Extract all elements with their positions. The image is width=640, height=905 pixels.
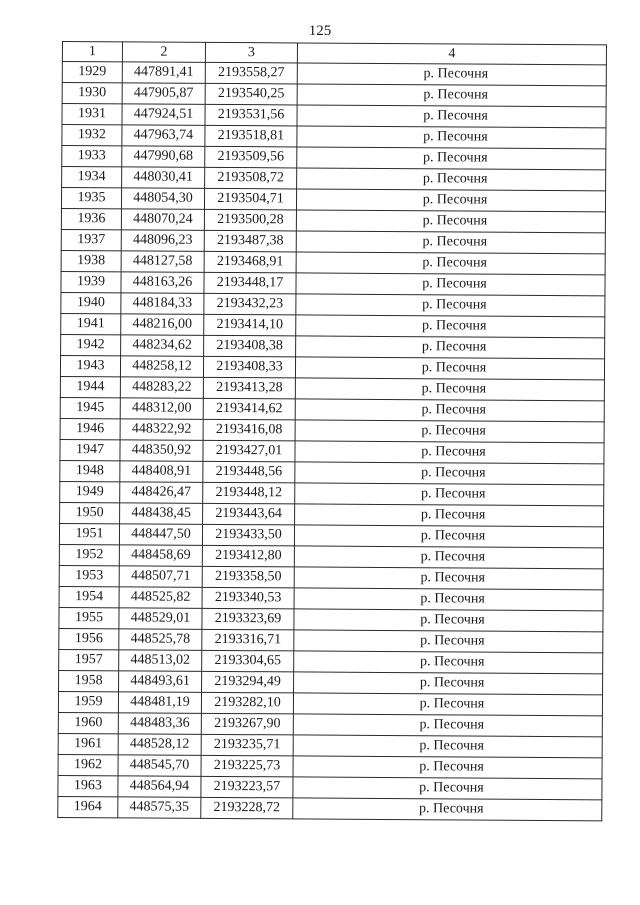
table-row [59,565,603,589]
object-name-cell: р. Песочня [294,588,603,611]
y-coordinate-cell: 2193540,25 [205,83,297,105]
table-row [60,460,604,484]
table-row [59,670,603,694]
x-coordinate-cell: 447905,87 [122,83,205,105]
point-number-cell: 1941 [61,313,121,334]
object-name-cell: р. Песочня [294,546,603,569]
point-number-cell: 1958 [59,670,119,691]
y-coordinate-cell: 2193323,69 [202,608,294,630]
x-coordinate-cell: 448426,47 [120,482,203,504]
table-row [58,775,602,799]
x-coordinate-cell: 447924,51 [122,104,205,126]
table-row [60,397,604,421]
table-row [61,271,605,295]
y-coordinate-cell: 2193282,10 [201,692,293,714]
object-name-cell: р. Песочня [295,399,604,422]
object-name-cell: р. Песочня [296,315,605,338]
point-number-cell: 1933 [62,146,122,167]
object-name-cell: р. Песочня [295,462,604,485]
point-number-cell: 1942 [61,334,121,355]
table-row [62,104,606,128]
point-number-cell: 1953 [59,565,119,586]
point-number-cell: 1952 [59,544,119,565]
point-number-cell: 1936 [61,208,121,229]
y-coordinate-cell: 2193223,57 [201,776,293,798]
object-name-cell: р. Песочня [297,105,606,128]
x-coordinate-cell: 448030,41 [122,167,205,189]
y-coordinate-cell: 2193408,38 [204,335,296,357]
table-row [62,167,606,191]
x-coordinate-cell: 448184,33 [121,293,204,315]
table-row [59,649,603,673]
x-coordinate-cell: 448283,22 [120,377,203,399]
x-coordinate-cell: 448575,35 [118,797,201,819]
y-coordinate-cell: 2193304,65 [202,650,294,672]
point-number-cell: 1954 [59,586,119,607]
x-coordinate-cell: 448525,78 [119,629,202,651]
table-row [62,125,606,149]
column-header-4: 4 [297,43,606,65]
y-coordinate-cell: 2193531,56 [205,104,297,126]
y-coordinate-cell: 2193443,64 [203,503,295,525]
point-number-cell: 1945 [60,397,120,418]
point-number-cell: 1935 [61,188,121,209]
table-row [60,502,604,526]
x-coordinate-cell: 448258,12 [120,356,203,378]
point-number-cell: 1940 [61,292,121,313]
object-name-cell: р. Песочня [294,525,603,548]
y-coordinate-cell: 2193448,17 [204,272,296,294]
table-row [61,188,605,212]
table-row [58,796,602,820]
object-name-cell: р. Песочня [294,567,603,590]
point-number-cell: 1946 [60,418,120,439]
object-name-cell: р. Песочня [295,504,604,527]
x-coordinate-cell: 448096,23 [121,230,204,252]
y-coordinate-cell: 2193294,49 [202,671,294,693]
table-row [59,586,603,610]
x-coordinate-cell: 448481,19 [118,692,201,714]
table-row [60,439,604,463]
x-coordinate-cell: 447891,41 [122,62,205,84]
point-number-cell: 1962 [58,754,118,775]
table-row [62,146,606,170]
point-number-cell: 1956 [59,628,119,649]
object-name-cell: р. Песочня [296,273,605,296]
object-name-cell: р. Песочня [293,777,602,800]
x-coordinate-cell: 448529,01 [119,608,202,630]
point-number-cell: 1930 [62,83,122,104]
x-coordinate-cell: 448070,24 [121,209,204,231]
object-name-cell: р. Песочня [297,126,606,149]
x-coordinate-cell: 448545,70 [118,755,201,777]
x-coordinate-cell: 448507,71 [119,566,202,588]
point-number-cell: 1959 [58,691,118,712]
y-coordinate-cell: 2193518,81 [205,125,297,147]
y-coordinate-cell: 2193235,71 [201,734,293,756]
y-coordinate-cell: 2193487,38 [204,230,296,252]
point-number-cell: 1950 [60,502,120,523]
x-coordinate-cell: 448322,92 [120,419,203,441]
table-row [62,62,606,86]
coordinates-table [57,41,607,821]
object-name-cell: р. Песочня [294,630,603,653]
point-number-cell: 1961 [58,733,118,754]
point-number-cell: 1957 [59,649,119,670]
x-coordinate-cell: 448350,92 [120,440,203,462]
y-coordinate-cell: 2193358,50 [202,566,294,588]
point-number-cell: 1931 [62,104,122,125]
x-coordinate-cell: 448483,36 [118,713,201,735]
object-name-cell: р. Песочня [295,357,604,380]
x-coordinate-cell: 448234,62 [121,335,204,357]
object-name-cell: р. Песочня [294,672,603,695]
object-name-cell: р. Песочня [293,756,602,779]
object-name-cell: р. Песочня [297,84,606,107]
point-number-cell: 1937 [61,229,121,250]
x-coordinate-cell: 448528,12 [118,734,201,756]
table-row [62,83,606,107]
point-number-cell: 1960 [58,712,118,733]
x-coordinate-cell: 448127,58 [121,251,204,273]
table-row [58,712,602,736]
y-coordinate-cell: 2193504,71 [204,188,296,210]
object-name-cell: р. Песочня [297,63,606,86]
point-number-cell: 1939 [61,271,121,292]
object-name-cell: р. Песочня [296,189,605,212]
y-coordinate-cell: 2193558,27 [205,62,297,84]
table-row [59,628,603,652]
x-coordinate-cell: 448564,94 [118,776,201,798]
x-coordinate-cell: 447963,74 [122,125,205,147]
y-coordinate-cell: 2193414,62 [203,398,295,420]
table-row [61,334,605,358]
y-coordinate-cell: 2193413,28 [203,377,295,399]
column-header-1: 1 [62,42,122,62]
x-coordinate-cell: 448513,02 [119,650,202,672]
point-number-cell: 1932 [62,125,122,146]
table-row [59,607,603,631]
object-name-cell: р. Песочня [295,483,604,506]
x-coordinate-cell: 447990,68 [122,146,205,168]
object-name-cell: р. Песочня [296,252,605,275]
y-coordinate-cell: 2193412,80 [202,545,294,567]
y-coordinate-cell: 2193416,08 [203,419,295,441]
object-name-cell: р. Песочня [297,168,606,191]
y-coordinate-cell: 2193228,72 [201,797,293,819]
table-row [58,691,602,715]
x-coordinate-cell: 448408,91 [120,461,203,483]
object-name-cell: р. Песочня [295,378,604,401]
point-number-cell: 1943 [60,355,120,376]
x-coordinate-cell: 448216,00 [121,314,204,336]
x-coordinate-cell: 448163,26 [121,272,204,294]
object-name-cell: р. Песочня [296,210,605,233]
point-number-cell: 1964 [58,796,118,817]
y-coordinate-cell: 2193316,71 [202,629,294,651]
y-coordinate-cell: 2193508,72 [205,167,297,189]
y-coordinate-cell: 2193225,73 [201,755,293,777]
table-row [61,250,605,274]
x-coordinate-cell: 448493,61 [119,671,202,693]
y-coordinate-cell: 2193500,28 [204,209,296,231]
y-coordinate-cell: 2193267,90 [201,713,293,735]
object-name-cell: р. Песочня [295,441,604,464]
object-name-cell: р. Песочня [294,609,603,632]
object-name-cell: р. Песочня [294,651,603,674]
point-number-cell: 1938 [61,250,121,271]
table-row [60,355,604,379]
page-number: 125 [308,23,332,39]
y-coordinate-cell: 2193509,56 [205,146,297,168]
point-number-cell: 1955 [59,607,119,628]
y-coordinate-cell: 2193408,33 [203,356,295,378]
x-coordinate-cell: 448458,69 [119,545,202,567]
point-number-cell: 1949 [60,481,120,502]
x-coordinate-cell: 448438,45 [120,503,203,525]
table-row [61,229,605,253]
column-header-2: 2 [122,42,205,63]
point-number-cell: 1929 [62,62,122,83]
object-name-cell: р. Песочня [293,798,602,821]
y-coordinate-cell: 2193448,12 [203,482,295,504]
y-coordinate-cell: 2193433,50 [202,524,294,546]
object-name-cell: р. Песочня [293,735,602,758]
object-name-cell: р. Песочня [296,336,605,359]
object-name-cell: р. Песочня [293,693,602,716]
object-name-cell: р. Песочня [293,714,602,737]
table-row [60,481,604,505]
y-coordinate-cell: 2193448,56 [203,461,295,483]
table-row [61,292,605,316]
table-row [58,733,602,757]
table-row [58,754,602,778]
y-coordinate-cell: 2193432,23 [204,293,296,315]
y-coordinate-cell: 2193427,01 [203,440,295,462]
point-number-cell: 1948 [60,460,120,481]
table-row [61,313,605,337]
table-body [58,62,607,821]
object-name-cell: р. Песочня [296,231,605,254]
object-name-cell: р. Песочня [297,147,606,170]
object-name-cell: р. Песочня [296,294,605,317]
table-row [59,544,603,568]
point-number-cell: 1951 [59,523,119,544]
x-coordinate-cell: 448054,30 [121,188,204,210]
y-coordinate-cell: 2193414,10 [204,314,296,336]
table-row [59,523,603,547]
object-name-cell: р. Песочня [295,420,604,443]
x-coordinate-cell: 448447,50 [119,524,202,546]
y-coordinate-cell: 2193468,91 [204,251,296,273]
table-row [61,208,605,232]
column-header-3: 3 [205,42,297,63]
table-row [60,376,604,400]
point-number-cell: 1944 [60,376,120,397]
x-coordinate-cell: 448312,00 [120,398,203,420]
point-number-cell: 1934 [62,167,122,188]
point-number-cell: 1947 [60,439,120,460]
table-row [60,418,604,442]
x-coordinate-cell: 448525,82 [119,587,202,609]
point-number-cell: 1963 [58,775,118,796]
y-coordinate-cell: 2193340,53 [202,587,294,609]
